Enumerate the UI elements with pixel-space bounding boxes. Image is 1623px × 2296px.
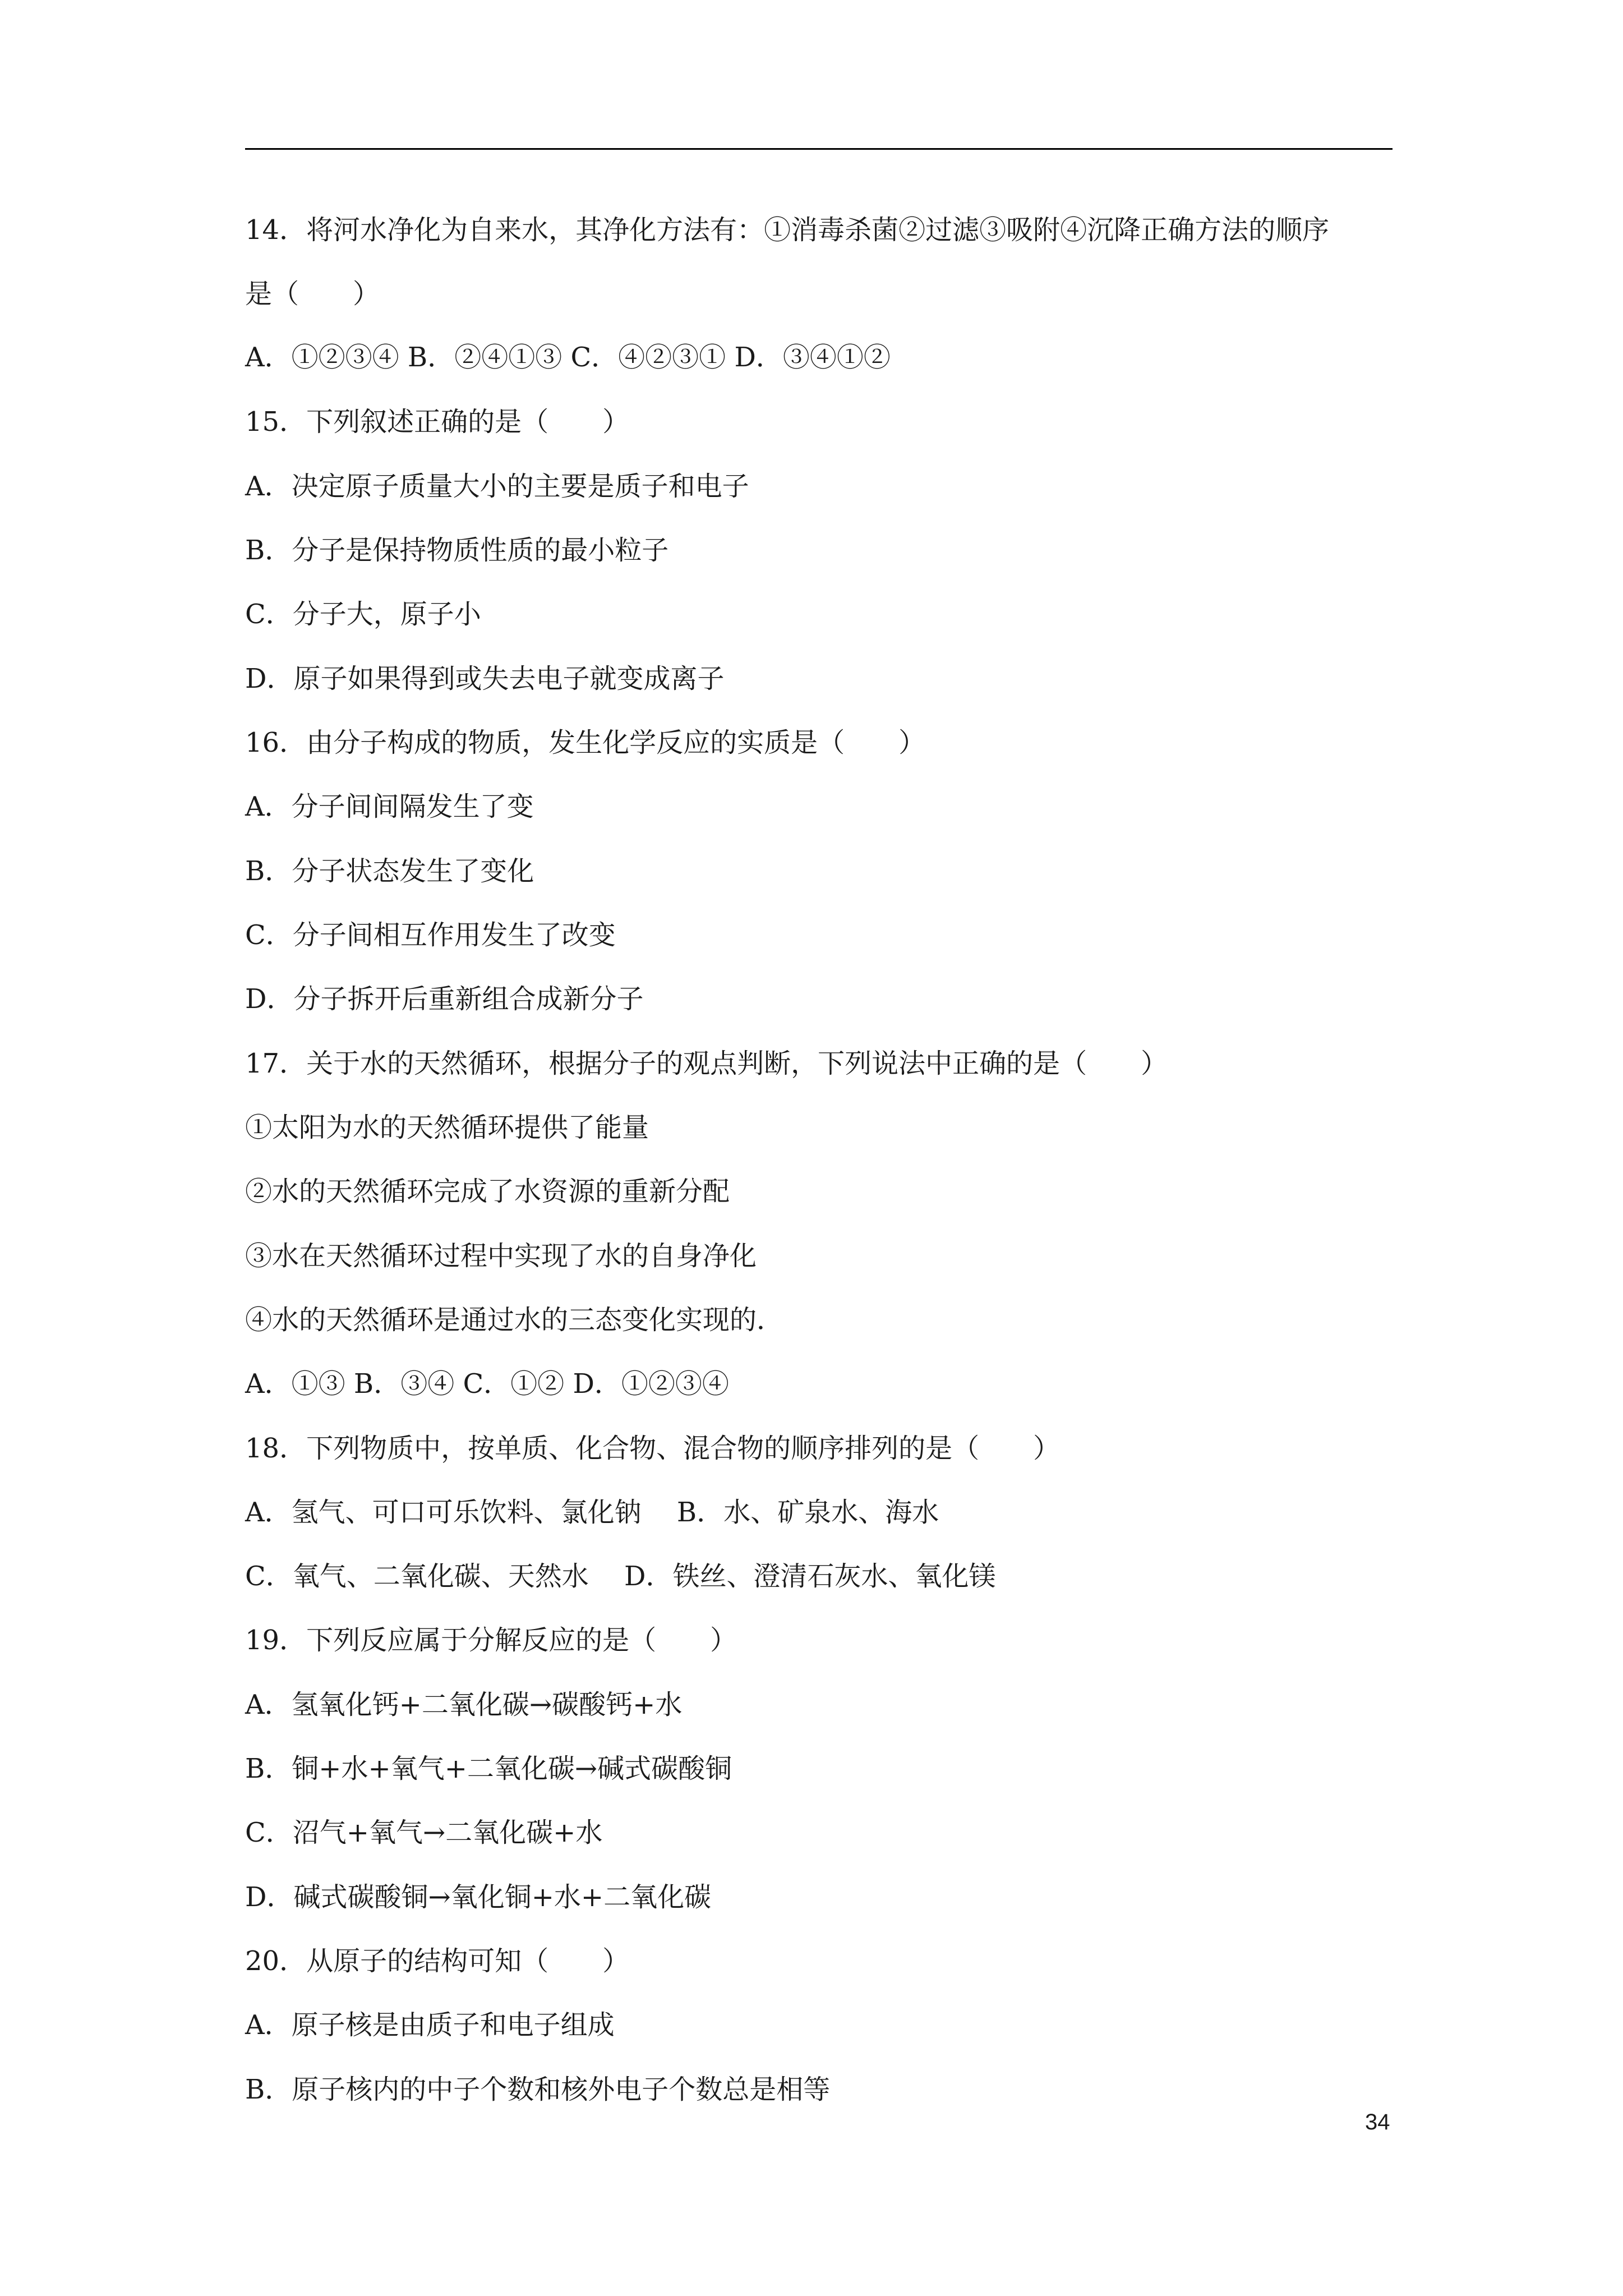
question-15-option-a: A．决定原子质量大小的主要是质子和电子 — [245, 471, 749, 502]
question-14-stem-continued: 是（ ） — [245, 278, 380, 310]
question-20-stem: 20．从原子的结构可知（ ） — [245, 1945, 630, 1977]
question-15-option-b: B．分子是保持物质性质的最小粒子 — [245, 535, 669, 566]
question-19-option-c: C．沼气+氧气→二氧化碳+水 — [245, 1817, 603, 1848]
question-20-option-a: A．原子核是由质子和电子组成 — [245, 2009, 615, 2041]
question-17-statement-1: ①太阳为水的天然循环提供了能量 — [245, 1112, 649, 1143]
question-17-stem: 17．关于水的天然循环，根据分子的观点判断，下列说法中正确的是（ ） — [245, 1048, 1168, 1079]
page-number: 34 — [1365, 2110, 1390, 2134]
question-16-option-b: B．分子状态发生了变化 — [245, 855, 534, 887]
question-14-options: A．①②③④ B．②④①③ C．④②③① D．③④①② — [245, 342, 891, 373]
question-16-option-d: D．分子拆开后重新组合成新分子 — [245, 983, 644, 1015]
question-17-options: A．①③ B．③④ C．①② D．①②③④ — [245, 1368, 729, 1400]
question-16-option-c: C．分子间相互作用发生了改变 — [245, 919, 616, 951]
header-rule — [245, 148, 1393, 150]
question-15-option-d: D．原子如果得到或失去电子就变成离子 — [245, 663, 725, 694]
question-18-options-cd: C．氧气、二氧化碳、天然水 D．铁丝、澄清石灰水、氧化镁 — [245, 1561, 996, 1592]
question-17-statement-2: ②水的天然循环完成了水资源的重新分配 — [245, 1176, 730, 1207]
question-19-stem: 19．下列反应属于分解反应的是（ ） — [245, 1625, 737, 1656]
question-14-stem: 14．将河水净化为自来水，其净化方法有：①消毒杀菌②过滤③吸附④沉降正确方法的顺序 — [245, 214, 1330, 246]
question-16-stem: 16．由分子构成的物质，发生化学反应的实质是（ ） — [245, 727, 926, 758]
question-17-statement-4: ④水的天然循环是通过水的三态变化实现的． — [245, 1304, 784, 1336]
question-18-options-ab: A．氢气、可口可乐饮料、氯化钠 B．水、矿泉水、海水 — [245, 1497, 939, 1528]
question-20-option-b: B．原子核内的中子个数和核外电子个数总是相等 — [245, 2074, 831, 2105]
question-18-stem: 18．下列物质中，按单质、化合物、混合物的顺序排列的是（ ） — [245, 1433, 1061, 1464]
question-15-option-c: C．分子大，原子小 — [245, 599, 481, 630]
question-19-option-a: A．氢氧化钙+二氧化碳→碳酸钙+水 — [245, 1689, 683, 1720]
question-16-option-a: A．分子间间隔发生了变 — [245, 791, 534, 822]
question-17-statement-3: ③水在天然循环过程中实现了水的自身净化 — [245, 1240, 757, 1272]
question-19-option-d: D．碱式碳酸铜→氧化铜+水+二氧化碳 — [245, 1881, 712, 1913]
question-19-option-b: B．铜+水+氧气+二氧化碳→碱式碳酸铜 — [245, 1753, 732, 1784]
question-15-stem: 15．下列叙述正确的是（ ） — [245, 406, 630, 438]
